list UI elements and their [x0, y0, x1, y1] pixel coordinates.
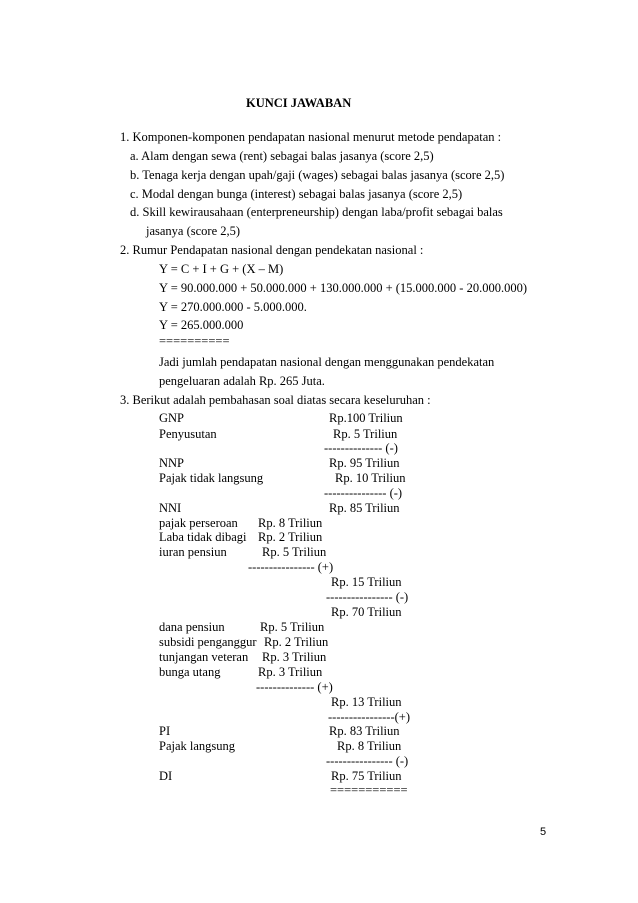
q1-item: a. Alam dengan sewa (rent) sebagai balas jasanya (score 2,5): [130, 149, 434, 163]
q2-line: Jadi jumlah pendapatan nasional dengan menggunakan pendekatan: [159, 355, 495, 369]
page-title: KUNCI JAWABAN: [246, 96, 352, 110]
label-di: DI: [159, 769, 173, 783]
label-laba: Laba tidak dibagi: [159, 530, 247, 544]
q2-heading: 2. Rumur Pendapatan nasional dengan pendekatan nasional :: [120, 243, 424, 257]
value-subtotal-13: Rp. 13 Triliun: [331, 695, 402, 709]
label-pajak-perseroan: pajak perseroan: [159, 516, 238, 530]
value-nnp: Rp. 95 Triliun: [329, 456, 400, 470]
q1-item: jasanya (score 2,5): [146, 224, 241, 238]
label-bunga-utang: bunga utang: [159, 665, 221, 679]
q1-item: d. Skill kewirausahaan (enterpreneurship) dengan laba/profit sebagai balas: [130, 205, 503, 219]
value-pajak-perseroan: Rp. 8 Triliun: [258, 516, 323, 530]
value-subtotal-15: Rp. 15 Triliun: [331, 575, 402, 589]
value-laba: Rp. 2 Triliun: [258, 530, 323, 544]
label-nni: NNI: [159, 501, 182, 515]
value-subsidi-penganggur: Rp. 2 Triliun: [264, 635, 329, 649]
q1-item: b. Tenaga kerja dengan upah/gaji (wages) sebagai balas jasanya (score 2,5): [130, 168, 505, 182]
separator: ---------------- (-): [326, 590, 409, 604]
q2-line: pengeluaran adalah Rp. 265 Juta.: [159, 374, 325, 388]
q1-heading: 1. Komponen-komponen pendapatan nasional menurut metode pendapatan :: [120, 130, 502, 144]
q2-line: Y = 90.000.000 + 50.000.000 + 130.000.000 + (15.000.000 - 20.000.000): [159, 281, 527, 295]
value-iuran-pensiun: Rp. 5 Triliun: [262, 545, 327, 559]
label-pajak-langsung: Pajak langsung: [159, 739, 236, 753]
separator: ---------------- (+): [248, 560, 334, 574]
value-pi: Rp. 83 Triliun: [329, 724, 400, 738]
label-iuran-pensiun: iuran pensiun: [159, 545, 227, 559]
separator: -------------- (-): [324, 441, 398, 455]
q2-line: ==========: [159, 334, 230, 348]
label-penyusutan: Penyusutan: [159, 427, 217, 441]
q2-line: Y = 265.000.000: [159, 318, 244, 332]
value-di: Rp. 75 Triliun: [331, 769, 402, 783]
value-penyusutan: Rp. 5 Triliun: [333, 427, 398, 441]
value-gnp: Rp.100 Triliun: [329, 411, 403, 425]
value-dana-pensiun: Rp. 5 Triliun: [260, 620, 325, 634]
label-tunjangan-veteran: tunjangan veteran: [159, 650, 249, 664]
separator: ---------------- (-): [326, 754, 409, 768]
label-subsidi-penganggur: subsidi penganggur: [159, 635, 257, 649]
value-nni: Rp. 85 Triliun: [329, 501, 400, 515]
q2-line: Y = C + I + G + (X – M): [159, 262, 284, 276]
q3-heading: 3. Berikut adalah pembahasan soal diatas secara keseluruhan :: [120, 393, 431, 407]
label-pi: PI: [159, 724, 171, 738]
label-pajak-tidak-langsung: Pajak tidak langsung: [159, 471, 264, 485]
value-70: Rp. 70 Triliun: [331, 605, 402, 619]
q2-line: Y = 270.000.000 - 5.000.000.: [159, 300, 307, 314]
value-pajak-langsung: Rp. 8 Triliun: [337, 739, 402, 753]
value-tunjangan-veteran: Rp. 3 Triliun: [262, 650, 327, 664]
double-underline: ===========: [330, 783, 408, 797]
separator: -------------- (+): [256, 680, 333, 694]
separator: --------------- (-): [324, 486, 403, 500]
value-pajak-tidak-langsung: Rp. 10 Triliun: [335, 471, 406, 485]
q1-item: c. Modal dengan bunga (interest) sebagai balas jasanya (score 2,5): [130, 187, 463, 201]
label-nnp: NNP: [159, 456, 185, 470]
value-bunga-utang: Rp. 3 Triliun: [258, 665, 323, 679]
page-number: 5: [540, 826, 547, 838]
separator: ----------------(+): [328, 710, 410, 724]
label-dana-pensiun: dana pensiun: [159, 620, 225, 634]
label-gnp: GNP: [159, 411, 185, 425]
